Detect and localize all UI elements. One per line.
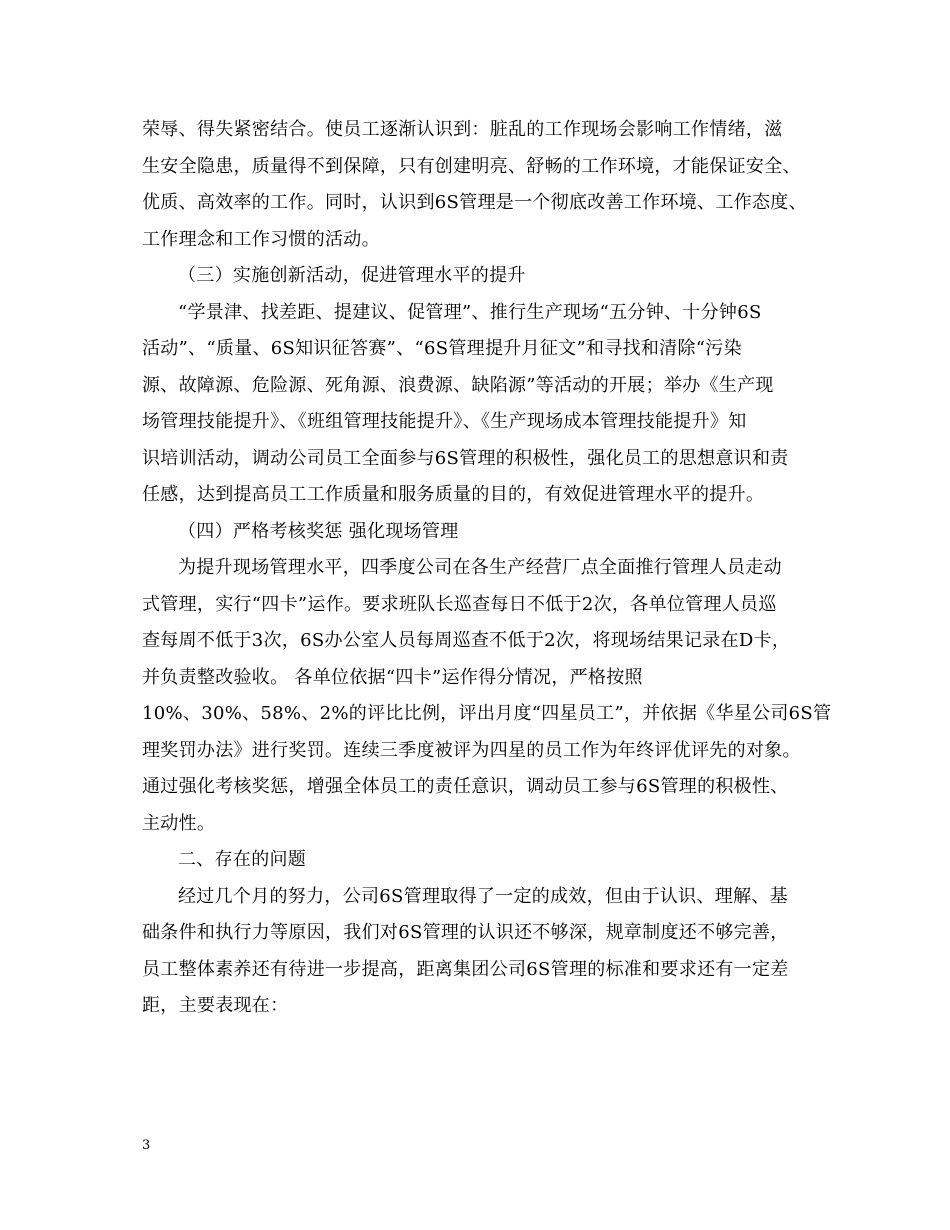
text-line: 生安全隐患，质量得不到保障，只有创建明亮、舒畅的工作环境，才能保证安全、 bbox=[142, 155, 801, 177]
text-line: 查每周不低于3次，6S办公室人员每周巡查不低于2次，将现场结果记录在D卡， bbox=[142, 630, 791, 651]
text-line: 式管理，实行“四卡”运作。要求班队长巡查每日不低于2次，各单位管理人员巡 bbox=[142, 593, 777, 615]
text-line: 主动性。 bbox=[142, 812, 216, 834]
text-line: 为提升现场管理水平，四季度公司在各生产经营厂点全面推行管理人员走动 bbox=[178, 557, 782, 578]
text-line: 距，主要表现在： bbox=[142, 995, 289, 1016]
text-line: 理奖罚办法》进行奖罚。连续三季度被评为四星的员工作为年终评优评先的对象。 bbox=[142, 739, 801, 761]
text-line: 通过强化考核奖惩，增强全体员工的责任意识，调动员工参与6S管理的积极性、 bbox=[142, 776, 789, 797]
text-line: 经过几个月的努力，公司6S管理取得了一定的成效，但由于认识、理解、基 bbox=[178, 885, 788, 907]
text-line: 任感，达到提高员工工作质量和服务质量的目的，有效促进管理水平的提升。 bbox=[142, 484, 765, 505]
text-line: 员工整体素养还有待进一步提高，距离集团公司6S管理的标准和要求还有一定差 bbox=[142, 958, 789, 980]
text-line: 识培训活动，调动公司员工全面参与6S管理的积极性，强化员工的思想意识和责 bbox=[142, 447, 789, 469]
text-line: 工作理念和工作习惯的活动。 bbox=[142, 228, 380, 250]
section-heading: （四）严格考核奖惩 强化现场管理 bbox=[178, 520, 459, 542]
text-line: 础条件和执行力等原因，我们对6S管理的认识还不够深，规章制度还不够完善， bbox=[142, 922, 789, 943]
text-line: 荣辱、得失紧密结合。使员工逐渐认识到：脏乱的工作现场会影响工作情绪，滋 bbox=[142, 119, 783, 140]
text-line: 活动”、“质量、6S知识征答赛”、“6S管理提升月征文”和寻找和清除“污染 bbox=[142, 338, 742, 359]
text-line: 优质、高效率的工作。同时，认识到6S管理是一个彻底改善工作环境、工作态度、 bbox=[142, 192, 807, 213]
text-line: “学景津、找差距、提建议、促管理”、推行生产现场“五分钟、十分钟6S bbox=[178, 301, 762, 323]
section-heading: 二、存在的问题 bbox=[178, 849, 307, 870]
text-line: 源、故障源、危险源、死角源、浪费源、缺陷源”等活动的开展；举办《生产现 bbox=[142, 374, 774, 396]
section-heading: （三）实施创新活动，促进管理水平的提升 bbox=[178, 265, 526, 286]
text-line: 场管理技能提升》、《班组管理技能提升》、《生产现场成本管理技能提升》知 bbox=[142, 411, 747, 432]
page-number: 3 bbox=[142, 1138, 151, 1153]
text-line: 并负责整改验收。 各单位依据“四卡”运作得分情况，严格按照 bbox=[142, 666, 643, 688]
document-body bbox=[142, 112, 832, 1025]
text-line: 10%、30%、58%、2%的评比比例，评出月度“四星员工”，并依据《华星公司6S管 bbox=[142, 703, 832, 724]
